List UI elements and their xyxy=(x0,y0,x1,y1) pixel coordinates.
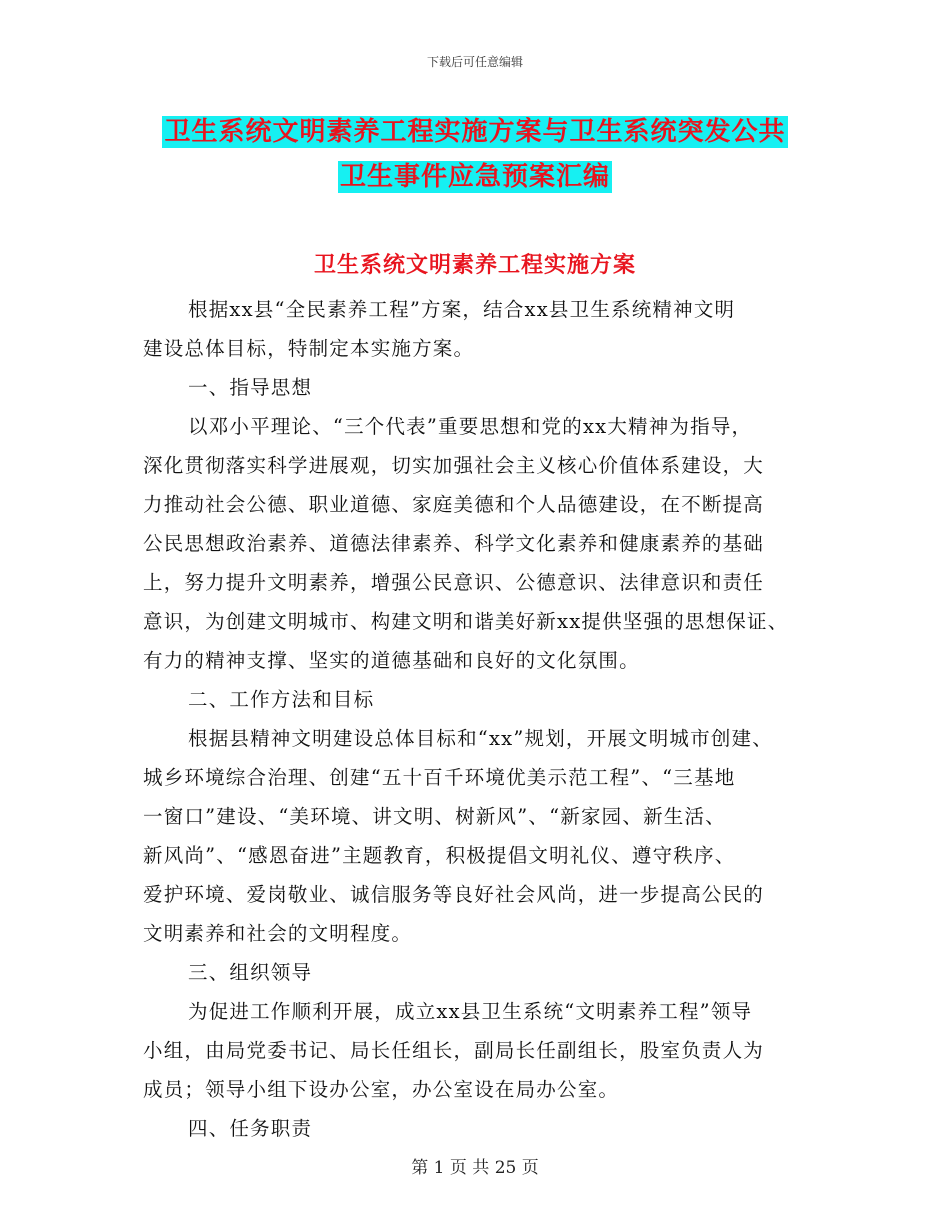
heading-guiding-ideology: 一、指导思想 xyxy=(188,376,313,399)
section-title: 卫生系统文明素养工程实施方案 xyxy=(313,252,636,278)
page-header: 下载后可任意编辑 xyxy=(426,55,523,69)
text-line: 以邓小平理论、“三个代表”重要思想和党的xx大精神为指导， xyxy=(188,415,753,438)
document-title-line-2 xyxy=(0,156,950,193)
text-line: 有力的精神支撑、坚实的道德基础和良好的文化氛围。 xyxy=(143,649,640,672)
document-title-line-1 xyxy=(0,111,950,148)
document-title-text-1: 卫生系统文明素养工程实施方案与卫生系统突发公共 xyxy=(164,117,786,147)
text-line: 根据xx县“全民素养工程”方案，结合xx县卫生系统精神文明 xyxy=(188,298,736,321)
document-title-text-2: 卫生事件应急预案汇编 xyxy=(339,162,610,192)
text-line: 小组，由局党委书记、局长任组长，副局长任副组长，股室负责人为 xyxy=(143,1039,765,1062)
text-line: 一窗口”建设、“美环境、讲文明、树新风”、“新家园、新生活、 xyxy=(143,805,726,828)
text-line: 为促进工作顺利开展，成立xx县卫生系统“文明素养工程”领导 xyxy=(188,1000,753,1023)
text-line: 根据县精神文明建设总体目标和“xx”规划，开展文明城市创建、 xyxy=(188,727,773,750)
heading-methods-goals: 二、工作方法和目标 xyxy=(188,688,375,711)
document-body xyxy=(143,290,813,1148)
text-line: 文明素养和社会的文明程度。 xyxy=(143,922,413,945)
text-line: 力推动社会公德、职业道德、家庭美德和个人品德建设，在不断提高 xyxy=(143,493,765,516)
text-line: 意识，为创建文明城市、构建文明和谐美好新xx提供坚强的思想保证、 xyxy=(143,610,789,633)
text-line: 成员；领导小组下设办公室，办公室设在局办公室。 xyxy=(143,1078,620,1101)
text-line: 上，努力提升文明素养，增强公民意识、公德意识、法律意识和责任 xyxy=(143,571,765,594)
page-footer: 第 1 页 共 25 页 xyxy=(411,1158,539,1178)
text-line: 城乡环境综合治理、创建“五十百千环境优美示范工程”、“三基地 xyxy=(143,766,736,789)
text-line: 深化贯彻落实科学进展观，切实加强社会主义核心价值体系建设，大 xyxy=(143,454,765,477)
text-line: 公民思想政治素养、道德法律素养、科学文化素养和健康素养的基础 xyxy=(143,532,765,555)
heading-duties: 四、任务职责 xyxy=(188,1117,313,1140)
text-line: 新风尚”、“感恩奋进”主题教育，积极提倡文明礼仪、遵守秩序、 xyxy=(143,844,736,867)
text-line: 爱护环境、爱岗敬业、诚信服务等良好社会风尚，进一步提高公民的 xyxy=(143,883,765,906)
text-line: 建设总体目标，特制定本实施方案。 xyxy=(143,337,475,360)
heading-organization: 三、组织领导 xyxy=(188,961,313,984)
